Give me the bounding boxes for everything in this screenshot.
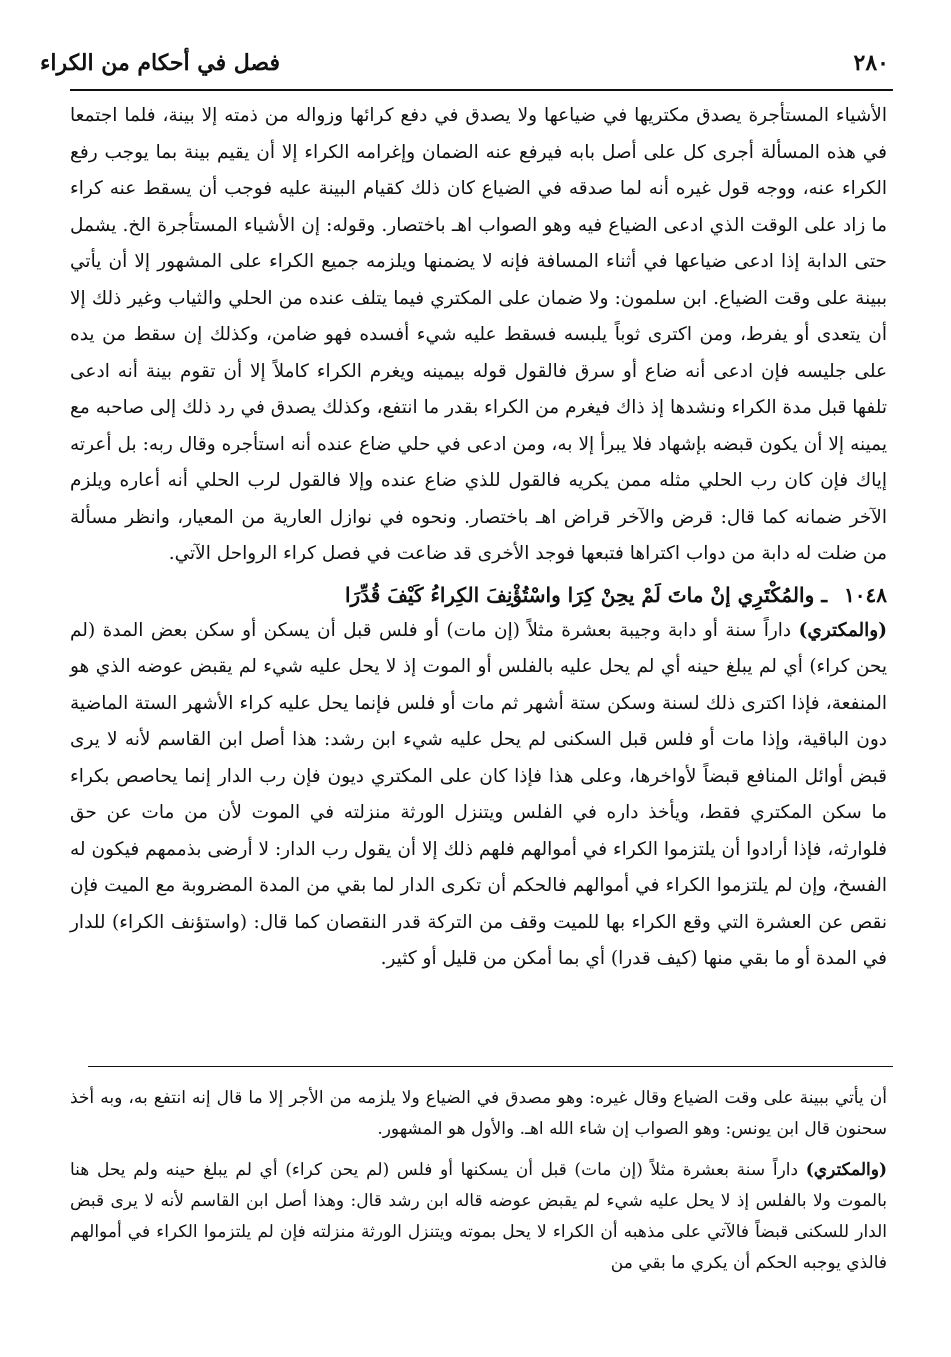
footnote-1: أن يأتي ببينة على وقت الضياع وقال غيره: وهو مصدق في الضياع ولا يلزمه من الأجر إلا ما قال إنه انتفع به، وبه أخذ سحنون قال ابن يونس: وهو الصواب إن شاء الله اهـ. والأول هو المشهور.	[70, 1088, 887, 1139]
footnote-2-text: داراً سنة بعشرة مثلاً (إن مات) قبل أن يسكنها أو فلس (لم يحن كراء) أي لم يبلغ حينه ولم يحل هنا بالموت ولا بالفلس إذ لا يحل عليه شيء لم يقبض عوضه قاله ابن رشد قال: وهذا أصل ابن القاسم لأنه لا يرى قبض الدار للسكنى قبضاً فالآتي على مذهبه أن الكراء لا يحل بموته ويتنزل الورثة منزلته فإن لم يلتزموا الكراء في أموالهم فالذي يوجبه الحكم أن يكري ما بقي من	[70, 1160, 887, 1273]
main-text	[70, 98, 887, 978]
footnote-2-lead: (والمكتري)	[805, 1160, 887, 1180]
footnotes	[70, 1083, 887, 1289]
paragraph-1: الأشياء المستأجرة يصدق مكتريها في ضياعها ولا يصدق في دفع كرائها وزواله من ذمته إلا بينة، فلما اجتمعا في هذه المسألة أجرى كل على أصل بابه فيرفع عنه الضمان وإغرامه الكراء إلا أن يقيم بينة بما يوجب رفع الكراء عنه، ووجه قول غيره أنه لما صدقه في الضياع كان ذلك كقيام البينة عليه فوجب أن يسقط عنه كراء ما زاد على الوقت الذي ادعى الضياع فيه وهو الصواب اهـ باختصار. وقوله: إن الأشياء المستأجرة الخ. يشمل حتى الدابة إذا ادعى ضياعها في أثناء المسافة فإنه لا يضمنها ويلزمه جميع الكراء على المشهور إلا أن يأتي ببينة على وقت الضياع. ابن سلمون: ولا ضمان على المكتري فيما يتلف عنده من الحلي والثياب وغير ذلك إلا أن يتعدى أو يفرط، ومن اكترى ثوباً يلبسه فسقط عليه شيء أفسده فهو ضامن، وكذلك إن سقط من يده على جليسه فإن ادعى أنه ضاع أو سرق فالقول قوله بيمينه ويغرم الكراء كاملاً إلا أن تقوم بينة أنه ادعى تلفها قبل مدة الكراء ونشدها إذ ذاك فيغرم من الكراء بقدر ما انتفع، وكذلك يصدق في رد ذلك إلى صاحبه مع يمينه إلا أن يكون قبضه بإشهاد فلا يبرأ إلا به، ومن ادعى في حلي ضاع عنده أنه استأجره وقال ربه: بل أعرته إياك فإن كان رب الحلي مثله ممن يكريه فالقول للذي ضاع عنده وإلا فالقول لرب الحلي أنه أعاره ويلزم الآخر ضمانه كما قال: قرض والآخر قراض اهـ باختصار. ونحوه في نوازل العارية من المعيار، وانظر مسألة من ضلت له دابة من دواب اكتراها فتبعها فوجد الأخرى قد ضاعت في فصل كراء الرواحل الآتي.	[70, 105, 887, 564]
paragraph-2	[70, 613, 887, 978]
paragraph-2-lead: (والمكتري)	[798, 619, 887, 641]
footnote-rule	[88, 1066, 893, 1067]
page-header	[40, 40, 889, 86]
running-title: فصل في أحكام من الكراء	[40, 50, 281, 76]
verse-number: ١٠٤٨	[844, 582, 887, 607]
verse-text: ـ والمُكْتَرِي إنْ ماتَ لَمْ يحِنْ كِرَا واسْتُؤْنِفَ الكِراءُ كَيْفَ قُدِّرَا	[345, 582, 828, 607]
footnote-2	[70, 1155, 887, 1279]
page-number: ٢٨٠	[853, 50, 889, 76]
header-rule	[70, 89, 893, 91]
verse-line	[70, 577, 887, 613]
paragraph-2-text: داراً سنة أو دابة وجيبة بعشرة مثلاً (إن مات) أو فلس قبل أن يسكن أو سكن بعض المدة (لم يحن كراء) أي لم يبلغ حينه أي لم يحل عليه بالفلس أو الموت إذ لا يحل عليه شيء لم يقبض عوضه الذي هو المنفعة، فإذا اكترى ذلك لسنة وسكن ستة أشهر ثم مات أو فلس فإنما يحل عليه كراء الأشهر الستة الماضية دون الباقية، وإذا مات أو فلس قبل السكنى لم يحل عليه شيء ابن رشد: هذا أصل ابن القاسم لأنه لا يرى قبض أوائل المنافع قبضاً لأواخرها، وعلى هذا فإذا كان على المكتري ديون فإن رب الدار إنما يحاصص بكراء ما سكن المكتري فقط، ويأخذ داره في الفلس ويتنزل الورثة منزلته في الموت لأن من مات عن حق فلوارثه، فإذا أرادوا أن يلتزموا الكراء في أموالهم فلهم ذلك إلا أن يقول رب الدار: لا أرضى بذممهم فيكون له الفسخ، وإن لم يلتزموا الكراء في أموالهم فالحكم أن تكرى الدار لما بقي من المدة المضروبة مع الميت فإن نقص عن العشرة التي وقع الكراء بها للميت وقف من التركة قدر النقصان كما قال: (واستؤنف الكراء) للدار في المدة أو ما بقي منها (كيف قدرا) أي بما أمكن من قليل أو كثير.	[70, 619, 887, 969]
